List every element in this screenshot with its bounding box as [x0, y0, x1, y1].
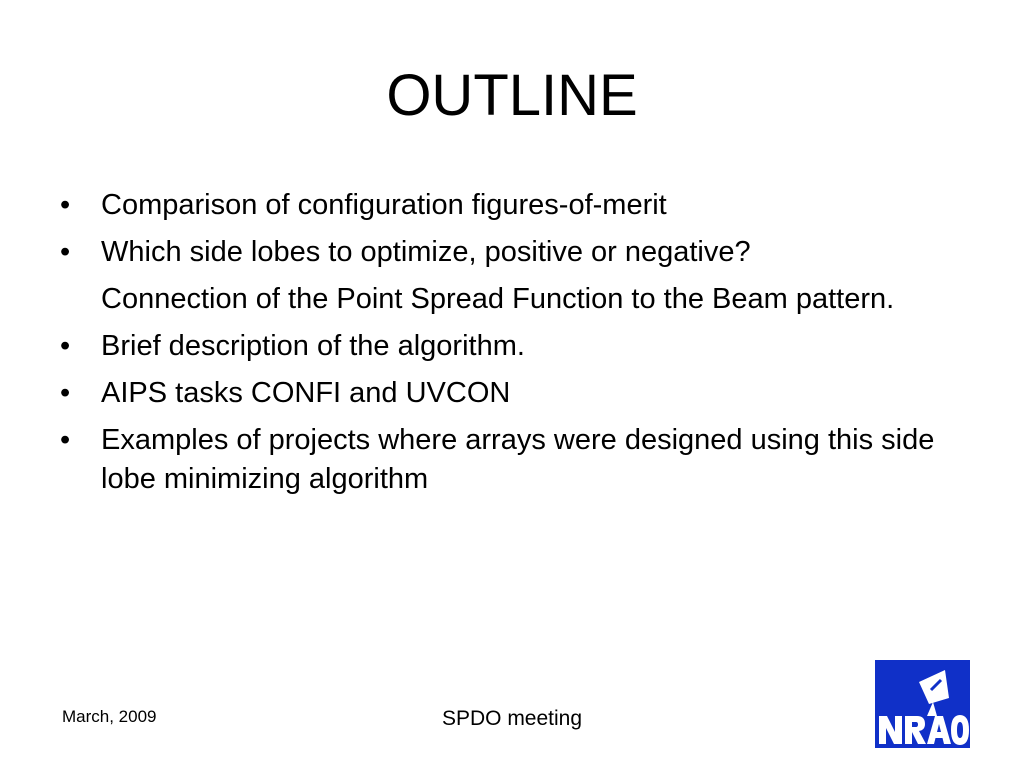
bullet-list [60, 186, 970, 507]
bullet-marker: • [60, 330, 71, 362]
bullet-item [60, 374, 970, 413]
bullet-text: Brief description of the algorithm. [101, 330, 525, 362]
bullet-item [60, 327, 970, 366]
bullet-marker: • [60, 377, 71, 409]
bullet-text: Examples of projects where arrays were designed using this side lobe minimizing algorithm [101, 424, 935, 495]
bullet-item [60, 233, 970, 272]
bullet-text: Comparison of configuration figures-of-merit [101, 189, 667, 221]
footer-date: March, 2009 [62, 707, 157, 726]
bullet-text: Which side lobes to optimize, positive or negative? [101, 236, 751, 268]
bullet-text: Connection of the Point Spread Function to the Beam pattern. [101, 283, 895, 315]
bullet-item [60, 280, 970, 319]
slide-title: OUTLINE [386, 63, 638, 128]
footer-meeting: SPDO meeting [441, 707, 583, 730]
bullet-marker: • [60, 189, 71, 221]
bullet-marker: • [60, 424, 71, 456]
bullet-marker: • [60, 236, 71, 268]
bullet-text: AIPS tasks CONFI and UVCON [101, 377, 511, 409]
bullet-item [60, 421, 970, 499]
nrao-logo-icon [875, 660, 970, 748]
bullet-item [60, 186, 970, 225]
